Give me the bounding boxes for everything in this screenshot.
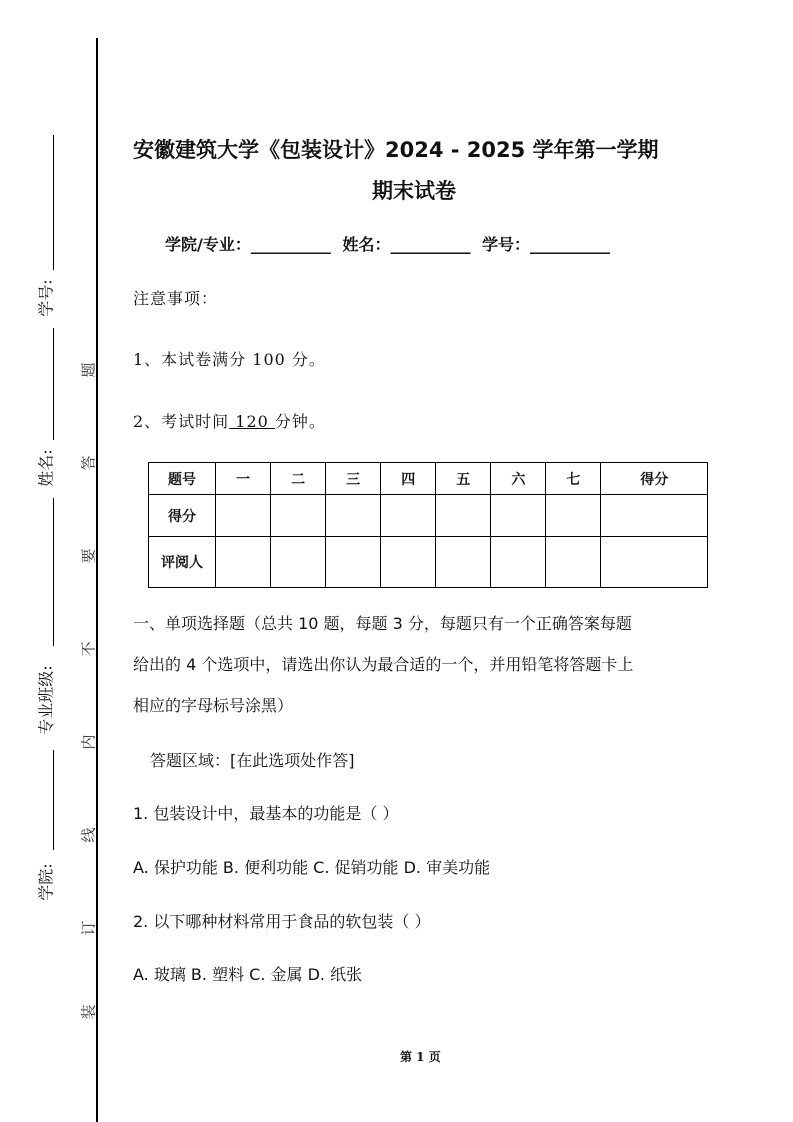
seal-char: 不	[79, 641, 98, 657]
margin-student-id-label: 学号:	[36, 279, 56, 317]
table-header: 四	[381, 463, 436, 495]
table-header: 五	[436, 463, 491, 495]
seal-char: 订	[79, 920, 98, 936]
section-instructions: 相应的字母标号涂黑）	[133, 696, 294, 715]
score-cell[interactable]	[381, 495, 436, 537]
notes-heading: 注意事项：	[133, 289, 219, 308]
reviewer-cell[interactable]	[381, 537, 436, 588]
page-title: 安徽建筑大学《包装设计》2024 - 2025 学年第一学期	[133, 138, 659, 162]
score-cell[interactable]	[546, 495, 601, 537]
blank-line	[53, 498, 54, 646]
seal-char: 线	[79, 827, 98, 843]
college-label: 学院/专业：	[165, 235, 251, 254]
exam-duration: 120	[229, 412, 275, 431]
score-cell[interactable]	[436, 495, 491, 537]
table-header: 一	[216, 463, 271, 495]
binding-line	[96, 38, 98, 1122]
score-cell[interactable]	[601, 495, 708, 537]
score-cell[interactable]	[216, 495, 271, 537]
section-instructions: 一、单项选择题（总共 10 题，每题 3 分，每题只有一个正确答案每题	[133, 614, 632, 633]
margin-major-label: 专业班级:	[36, 665, 56, 735]
college-blank[interactable]: __________	[250, 235, 331, 254]
note-text: 2、考试时间	[133, 412, 230, 431]
blank-line	[53, 750, 54, 850]
seal-char: 内	[79, 734, 98, 750]
score-cell[interactable]	[271, 495, 326, 537]
reviewer-cell[interactable]	[546, 537, 601, 588]
page-number: 第 1 页	[400, 1050, 441, 1064]
table-header: 二	[271, 463, 326, 495]
margin-college-label: 学院:	[36, 863, 56, 901]
id-blank[interactable]: __________	[530, 235, 611, 254]
answer-area[interactable]: 答题区域：[在此选项处作答]	[150, 751, 355, 770]
blank-line	[53, 328, 54, 440]
score-cell[interactable]	[326, 495, 381, 537]
id-label: 学号：	[482, 235, 531, 254]
table-header: 得分	[601, 463, 708, 495]
seal-char: 答	[79, 455, 98, 471]
table-header: 题号	[149, 463, 216, 495]
margin-name-label: 姓名:	[36, 449, 56, 487]
name-blank[interactable]: __________	[390, 235, 471, 254]
reviewer-cell[interactable]	[326, 537, 381, 588]
reviewer-cell[interactable]	[601, 537, 708, 588]
question-stem: 1. 包装设计中，最基本的功能是（ ）	[133, 804, 399, 823]
table-header: 六	[491, 463, 546, 495]
question-stem: 2. 以下哪种材料常用于食品的软包装（ ）	[133, 912, 431, 931]
table-header: 七	[546, 463, 601, 495]
score-table	[148, 462, 708, 588]
row-label: 得分	[149, 495, 216, 537]
question-options[interactable]: A. 玻璃 B. 塑料 C. 金属 D. 纸张	[133, 965, 363, 984]
page-subtitle: 期末试卷	[372, 179, 456, 203]
row-label: 评阅人	[149, 537, 216, 588]
section-instructions: 给出的 4 个选项中，请选出你认为最合适的一个，并用铅笔将答题卡上	[133, 655, 634, 674]
seal-char: 要	[79, 548, 98, 564]
note-item: 1、本试卷满分 100 分。	[133, 350, 326, 369]
name-label: 姓名：	[342, 235, 391, 254]
blank-line	[53, 135, 54, 270]
seal-char: 装	[79, 1004, 98, 1020]
reviewer-cell[interactable]	[216, 537, 271, 588]
info-line	[165, 232, 610, 255]
question-options[interactable]: A. 保护功能 B. 便利功能 C. 促销功能 D. 审美功能	[133, 858, 491, 877]
score-cell[interactable]	[491, 495, 546, 537]
reviewer-cell[interactable]	[436, 537, 491, 588]
table-header: 三	[326, 463, 381, 495]
seal-char: 题	[79, 362, 98, 378]
reviewer-cell[interactable]	[271, 537, 326, 588]
reviewer-cell[interactable]	[491, 537, 546, 588]
note-text: 分钟。	[274, 412, 326, 431]
note-item	[133, 409, 326, 432]
